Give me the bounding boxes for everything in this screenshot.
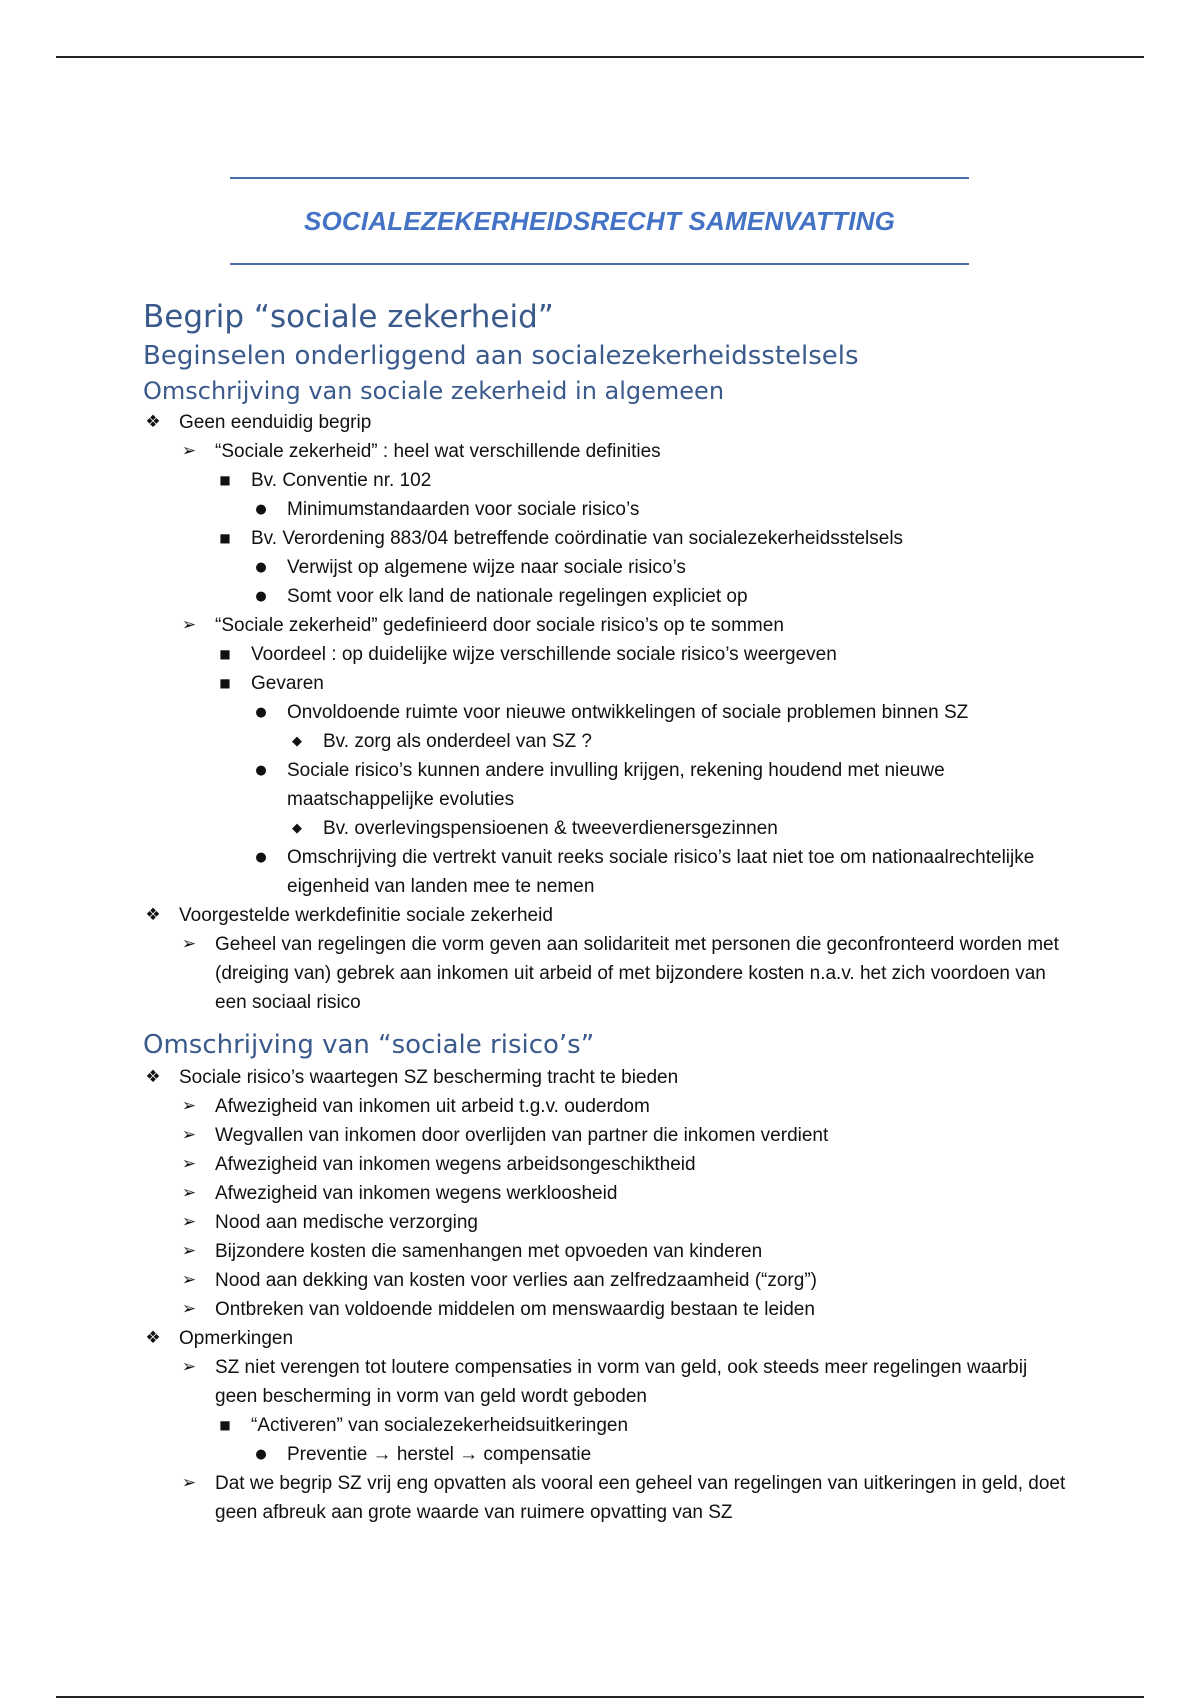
list-item-text: Bv. Verordening 883/04 betreffende coördinatie van socialezekerheidsstelsels <box>251 528 904 549</box>
list-item <box>143 1295 1073 1324</box>
list-item-text: Opmerkingen <box>179 1328 294 1349</box>
list-item-text: Bv. overlevingspensioenen & tweeverdienersgezinnen <box>323 818 778 839</box>
heading-beginselen: Beginselen onderliggend aan socialezekerheidsstelsels <box>143 341 859 371</box>
list-item-text: “Sociale zekerheid” : heel wat verschillende definities <box>215 441 661 462</box>
bullet-icon: ■ <box>219 1418 231 1432</box>
bullet-icon: ➢ <box>181 1357 197 1377</box>
bullet-icon: ● <box>255 763 267 778</box>
list-item-text: Bv. Conventie nr. 102 <box>251 470 432 491</box>
section-title-sociale-risicos: Omschrijving van “sociale risico’s” <box>143 1030 595 1060</box>
bullet-icon: ➢ <box>181 615 197 635</box>
bullet-icon: ● <box>255 560 267 575</box>
list-item-text: SZ niet verengen tot loutere compensaties in vorm van geld, ook steeds meer regelingen waarbij geen bescherming in vorm van geld wordt geboden <box>215 1357 1028 1407</box>
list-item <box>143 727 1073 756</box>
list-item <box>143 814 1073 843</box>
title-bottom-rule <box>230 263 969 265</box>
list-item <box>143 698 1073 727</box>
list-item-text: Afwezigheid van inkomen wegens arbeidsongeschiktheid <box>215 1154 696 1175</box>
bullet-icon: ➢ <box>181 1299 197 1319</box>
bullet-icon: ❖ <box>145 1328 161 1348</box>
list-item-text: Somt voor elk land de nationale regelingen expliciet op <box>287 586 748 607</box>
list-item <box>143 466 1073 495</box>
bullet-icon: ◆ <box>292 821 302 836</box>
list-item <box>143 1353 1073 1411</box>
section-sociale-risicos-list <box>143 1063 1073 1527</box>
list-item-text: “Sociale zekerheid” gedefinieerd door sociale risico’s op te sommen <box>215 615 784 636</box>
list-item-text: Geheel van regelingen die vorm geven aan solidariteit met personen die geconfronteerd worden met (dreiging van) gebrek aan inkomen uit arbeid of met bijzondere kosten n.a.v. het zich voordoen van een sociaal risico <box>215 934 1059 1013</box>
document-title: SOCIALEZEKERHEIDSRECHT SAMENVATTING <box>303 206 896 236</box>
list-item <box>143 1179 1073 1208</box>
list-item <box>143 408 1073 437</box>
bullet-icon: ■ <box>219 531 231 545</box>
bullet-icon: ➢ <box>181 1270 197 1290</box>
list-item-text: Sociale risico’s waartegen SZ bescherming tracht te bieden <box>179 1067 679 1088</box>
bullet-icon: ■ <box>219 676 231 690</box>
bullet-icon: ❖ <box>145 1067 161 1087</box>
list-item <box>143 611 1073 640</box>
list-item-text: Omschrijving die vertrekt vanuit reeks sociale risico’s laat niet toe om nationaalrechtelijke eigenheid van landen mee te nemen <box>287 847 1035 897</box>
list-item-text: Verwijst op algemene wijze naar sociale risico’s <box>287 557 686 578</box>
list-item <box>143 1324 1073 1353</box>
title-block <box>230 177 969 265</box>
heading-begrip: Begrip “sociale zekerheid” <box>143 299 554 335</box>
list-item-text: Wegvallen van inkomen door overlijden van partner die inkomen verdient <box>215 1125 829 1146</box>
list-item <box>143 437 1073 466</box>
bullet-icon: ■ <box>219 647 231 661</box>
section-algemeen-list <box>143 408 1073 1017</box>
list-item-text: Preventie → herstel → compensatie <box>287 1444 592 1465</box>
bullet-icon: ❖ <box>145 905 161 925</box>
bullet-icon: ➢ <box>181 1096 197 1116</box>
list-item-text: Afwezigheid van inkomen wegens werkloosheid <box>215 1183 618 1204</box>
list-item <box>143 524 1073 553</box>
bullet-icon: ● <box>255 589 267 604</box>
list-item <box>143 640 1073 669</box>
document-body <box>143 296 1073 1527</box>
list-item-text: Nood aan medische verzorging <box>215 1212 478 1233</box>
list-item <box>143 1440 1073 1469</box>
list-item <box>143 1411 1073 1440</box>
list-item-text: Nood aan dekking van kosten voor verlies aan zelfredzaamheid (“zorg”) <box>215 1270 817 1291</box>
page-top-rule <box>56 56 1144 58</box>
bullet-icon: ❖ <box>145 412 161 432</box>
bullet-icon: ➢ <box>181 934 197 954</box>
bullet-icon: ➢ <box>181 441 197 461</box>
section-title-algemeen: Omschrijving van sociale zekerheid in algemeen <box>143 377 725 405</box>
list-item <box>143 1150 1073 1179</box>
list-item-text: Sociale risico’s kunnen andere invulling krijgen, rekening houdend met nieuwe maatschappelijke evoluties <box>287 760 945 810</box>
bullet-icon: ◆ <box>292 734 302 749</box>
list-item-text: Dat we begrip SZ vrij eng opvatten als vooral een geheel van regelingen van uitkeringen in geld, doet geen afbreuk aan grote waarde van ruimere opvatting van SZ <box>215 1473 1066 1523</box>
list-item <box>143 756 1073 814</box>
list-item <box>143 553 1073 582</box>
list-item <box>143 1266 1073 1295</box>
list-item <box>143 1237 1073 1266</box>
bullet-icon: ➢ <box>181 1125 197 1145</box>
page-bottom-rule <box>56 1696 1144 1698</box>
list-item-text: Bv. zorg als onderdeel van SZ ? <box>323 731 592 752</box>
list-item <box>143 1063 1073 1092</box>
bullet-icon: ➢ <box>181 1241 197 1261</box>
list-item-text: Bijzondere kosten die samenhangen met opvoeden van kinderen <box>215 1241 763 1262</box>
bullet-icon: ● <box>255 850 267 865</box>
list-item <box>143 495 1073 524</box>
list-item <box>143 1092 1073 1121</box>
bullet-icon: ➢ <box>181 1183 197 1203</box>
list-item-text: Onvoldoende ruimte voor nieuwe ontwikkelingen of sociale problemen binnen SZ <box>287 702 969 723</box>
list-item <box>143 930 1073 1017</box>
list-item-text: Ontbreken van voldoende middelen om menswaardig bestaan te leiden <box>215 1299 815 1320</box>
bullet-icon: ■ <box>219 473 231 487</box>
bullet-icon: ➢ <box>181 1212 197 1232</box>
list-item-text: Gevaren <box>251 673 324 694</box>
list-item <box>143 843 1073 901</box>
list-item <box>143 901 1073 930</box>
list-item-text: Minimumstandaarden voor sociale risico’s <box>287 499 640 520</box>
list-item <box>143 669 1073 698</box>
list-item-text: Voordeel : op duidelijke wijze verschillende sociale risico’s weergeven <box>251 644 837 665</box>
list-item-text: Geen eenduidig begrip <box>179 412 372 433</box>
bullet-icon: ● <box>255 705 267 720</box>
list-item <box>143 1208 1073 1237</box>
list-item-text: “Activeren” van socialezekerheidsuitkeringen <box>251 1415 629 1436</box>
list-item-text: Voorgestelde werkdefinitie sociale zekerheid <box>179 905 553 926</box>
list-item <box>143 582 1073 611</box>
bullet-icon: ● <box>255 502 267 517</box>
bullet-icon: ● <box>255 1447 267 1462</box>
bullet-icon: ➢ <box>181 1473 197 1493</box>
list-item <box>143 1469 1073 1527</box>
list-item-text: Afwezigheid van inkomen uit arbeid t.g.v. ouderdom <box>215 1096 650 1117</box>
bullet-icon: ➢ <box>181 1154 197 1174</box>
list-item <box>143 1121 1073 1150</box>
